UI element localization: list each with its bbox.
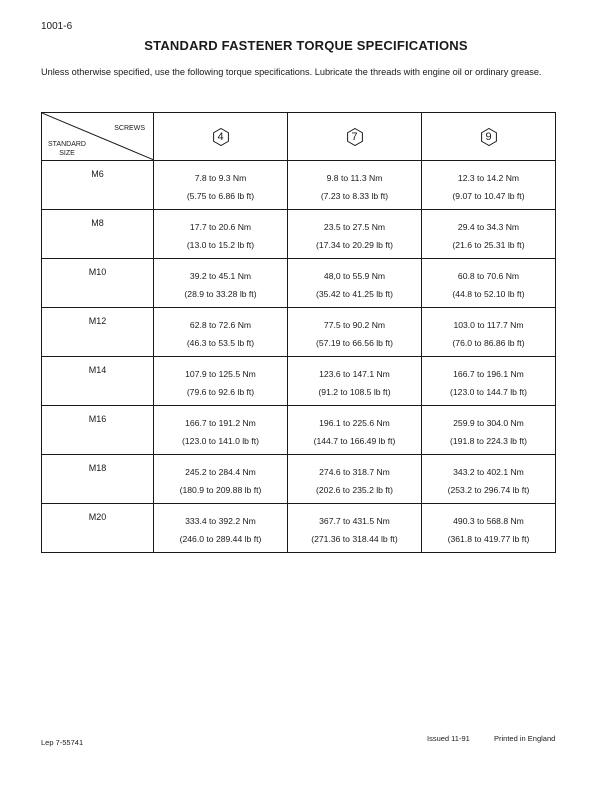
torque-lbft: (57.19 to 66.56 lb ft) [316, 338, 393, 348]
torque-lbft: (79.6 to 92.6 lb ft) [186, 387, 255, 397]
torque-nm: 490.3 to 568.8 Nm [453, 516, 524, 526]
torque-cell [154, 406, 288, 455]
table-row [42, 161, 556, 210]
torque-nm: 343.2 to 402.1 Nm [453, 467, 524, 477]
torque-lbft: (202.6 to 235.2 lb ft) [316, 485, 393, 495]
torque-lbft: (44.8 to 52.10 lb ft) [452, 289, 525, 299]
torque-cell [288, 406, 422, 455]
torque-nm: 166.7 to 191.2 Nm [185, 418, 256, 428]
torque-lbft: (246.0 to 289.44 lb ft) [179, 534, 262, 544]
torque-nm: 48,0 to 55.9 Nm [323, 271, 386, 281]
page-number: 1001-6 [41, 21, 73, 32]
torque-cell [288, 259, 422, 308]
torque-nm: 274.6 to 318.7 Nm [319, 467, 390, 477]
header-standard-label: STANDARD [48, 141, 86, 148]
torque-lbft: (46.3 to 53.5 lb ft) [186, 338, 255, 348]
grade-header-cell [422, 113, 556, 161]
torque-cell [422, 504, 556, 553]
size-cell [42, 357, 154, 406]
torque-cell [288, 161, 422, 210]
table-row [42, 406, 556, 455]
hexagon-icon [480, 128, 498, 146]
size-cell [42, 161, 154, 210]
torque-lbft: (9.07 to 10.47 lb ft) [452, 191, 525, 201]
table-header-row [42, 113, 556, 161]
table-row [42, 504, 556, 553]
torque-lbft: (21.6 to 25.31 lb ft) [452, 240, 525, 250]
header-corner-cell [42, 113, 154, 161]
torque-lbft: (13.0 to 15.2 lb ft) [186, 240, 255, 250]
torque-lbft: (191.8 to 224.3 lb ft) [450, 436, 527, 446]
size-cell [42, 504, 154, 553]
torque-cell [422, 161, 556, 210]
torque-table [41, 112, 556, 553]
torque-cell [422, 455, 556, 504]
size-label: M14 [88, 365, 107, 375]
torque-cell [154, 504, 288, 553]
torque-nm: 17.7 to 20.6 Nm [189, 222, 252, 232]
torque-lbft: (144.7 to 166.49 lb ft) [313, 436, 396, 446]
torque-cell [422, 210, 556, 259]
grade-number: 9 [485, 130, 492, 143]
footer-issued-date: Issued 11-91 [427, 734, 470, 743]
grade-header-cell [154, 113, 288, 161]
torque-lbft: (7.23 to 8.33 lb ft) [320, 191, 389, 201]
size-cell [42, 308, 154, 357]
size-cell [42, 455, 154, 504]
torque-cell [422, 406, 556, 455]
grade-number: 4 [217, 130, 224, 143]
torque-nm: 333.4 to 392.2 Nm [185, 516, 256, 526]
torque-nm: 29.4 to 34.3 Nm [457, 222, 520, 232]
size-label: M12 [88, 316, 107, 326]
hexagon-icon [212, 128, 230, 146]
size-cell [42, 210, 154, 259]
torque-nm: 39.2 to 45.1 Nm [189, 271, 252, 281]
torque-nm: 107.9 to 125.5 Nm [185, 369, 256, 379]
torque-nm: 367.7 to 431.5 Nm [319, 516, 390, 526]
hexagon-icon [346, 128, 364, 146]
table-row [42, 259, 556, 308]
footer-document-number: Lep 7-55741 [41, 738, 84, 747]
torque-nm: 7.8 to 9.3 Nm [194, 173, 247, 183]
size-cell [42, 406, 154, 455]
table-row [42, 455, 556, 504]
table-row [42, 210, 556, 259]
torque-cell [154, 357, 288, 406]
torque-lbft: (361.8 to 419.77 lb ft) [447, 534, 530, 544]
intro-text: Unless otherwise specified, use the following torque specifications. Lubricate the threads with engine oil or ordinary grease. [41, 67, 542, 77]
torque-lbft: (35.42 to 41.25 lb ft) [316, 289, 393, 299]
torque-nm: 9.8 to 11.3 Nm [326, 173, 383, 183]
torque-nm: 245.2 to 284.4 Nm [185, 467, 256, 477]
torque-nm: 166.7 to 196.1 Nm [453, 369, 524, 379]
torque-cell [154, 210, 288, 259]
grade-number: 7 [351, 130, 358, 143]
torque-nm: 103.0 to 117.7 Nm [453, 320, 524, 330]
torque-lbft: (123.0 to 141.0 lb ft) [182, 436, 259, 446]
torque-lbft: (180.9 to 209.88 lb ft) [179, 485, 262, 495]
torque-nm: 62.8 to 72.6 Nm [189, 320, 252, 330]
torque-nm: 259.9 to 304.0 Nm [453, 418, 524, 428]
torque-cell [422, 357, 556, 406]
torque-nm: 77.5 to 90.2 Nm [323, 320, 386, 330]
torque-nm: 12.3 to 14.2 Nm [457, 173, 520, 183]
size-label: M18 [88, 463, 107, 473]
size-label: M8 [91, 218, 104, 228]
torque-lbft: (17.34 to 20.29 lb ft) [316, 240, 393, 250]
torque-nm: 196.1 to 225.6 Nm [319, 418, 390, 428]
page-title: STANDARD FASTENER TORQUE SPECIFICATIONS [144, 38, 468, 53]
table-row [42, 357, 556, 406]
torque-lbft: (76.0 to 86.86 lb ft) [452, 338, 525, 348]
table-row [42, 308, 556, 357]
grade-header-cell [288, 113, 422, 161]
torque-cell [422, 259, 556, 308]
torque-cell [288, 357, 422, 406]
torque-cell [288, 308, 422, 357]
size-cell [42, 259, 154, 308]
torque-cell [154, 259, 288, 308]
size-label: M10 [88, 267, 107, 277]
header-size-label: SIZE [59, 150, 75, 157]
size-label: M20 [88, 512, 107, 522]
torque-lbft: (253.2 to 296.74 lb ft) [447, 485, 530, 495]
header-standard-size-label [48, 140, 86, 158]
torque-nm: 23.5 to 27.5 Nm [323, 222, 386, 232]
torque-lbft: (271.36 to 318.44 lb ft) [311, 534, 398, 544]
torque-cell [154, 308, 288, 357]
torque-cell [154, 161, 288, 210]
torque-lbft: (123.0 to 144.7 lb ft) [450, 387, 527, 397]
torque-lbft: (28.9 to 33.28 lb ft) [184, 289, 257, 299]
size-label: M16 [88, 414, 107, 424]
torque-cell [422, 308, 556, 357]
torque-cell [288, 455, 422, 504]
header-screws-label: SCREWS [114, 125, 145, 132]
torque-cell [288, 504, 422, 553]
torque-nm: 60.8 to 70.6 Nm [457, 271, 520, 281]
torque-cell [154, 455, 288, 504]
torque-nm: 123.6 to 147.1 Nm [319, 369, 390, 379]
torque-cell [288, 210, 422, 259]
torque-lbft: (91.2 to 108.5 lb ft) [318, 387, 391, 397]
footer-printed-in: Printed in England [494, 734, 556, 743]
torque-lbft: (5.75 to 6.86 lb ft) [186, 191, 255, 201]
size-label: M6 [91, 169, 104, 179]
